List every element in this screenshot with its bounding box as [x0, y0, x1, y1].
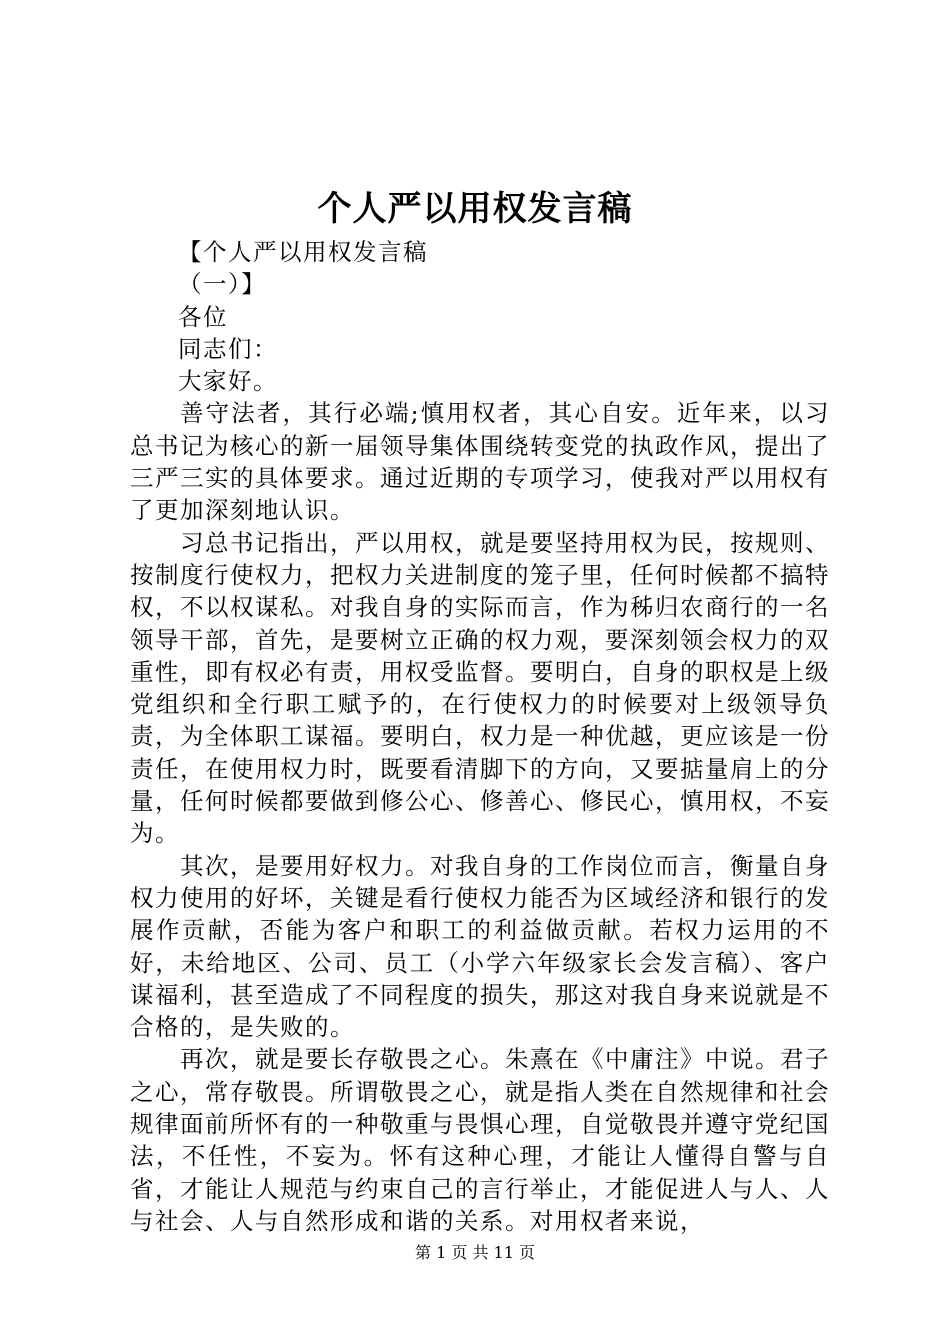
page-number-footer: 第 1 页 共 11 页 [415, 1243, 535, 1262]
paragraph-1: 善守法者，其行必端;慎用权者，其心自安。近年来，以习总书记为核心的新一届领导集体围绕转变党的执政作风，提出了三严三实的具体要求。通过近期的专项学习，使我对严以用权有了更加深刻地认识。 [130, 399, 830, 525]
document-body [130, 236, 830, 1237]
greeting-line: 大家好。 [178, 367, 278, 396]
document-title: 个人严以用权发言稿 [317, 189, 633, 229]
subtitle-line-2: （一）】 [178, 270, 267, 299]
paragraph-3: 其次，是要用好权力。对我自身的工作岗位而言，衡量自身权力使用的好坏，关键是看行使权力能否为区域经济和银行的发展作贡献，否能为客户和职工的利益做贡献。若权力运用的不好，未给地区、公司、员工（小学六年级家长会发言稿）、客户谋福利，甚至造成了不同程度的损失，那这对我自身来说就是不合格的，是失败的。 [130, 851, 830, 1042]
salutation-line-1: 各位 [178, 302, 228, 331]
subtitle-line-1: 【个人严以用权发言稿 [178, 238, 428, 266]
paragraph-2: 习总书记指出，严以用权，就是要坚持用权为民，按规则、按制度行使权力，把权力关进制度的笼子里，任何时候都不搞特权，不以权谋私。对我自身的实际而言，作为秭归农商行的一名领导干部，首先，是要树立正确的权力观，要深刻领会权力的双重性，即有权必有责，用权受监督。要明白，自身的职权是上级党组织和全行职工赋予的，在行使权力的时候要对上级领导负责，为全体职工谋福。要明白，权力是一种优越，更应该是一份责任，在使用权力时，既要看清脚下的方向，又要掂量肩上的分量，任何时候都要做到修公心、修善心、修民心，慎用权，不妄为。 [130, 528, 830, 848]
paragraph-4: 再次，就是要长存敬畏之心。朱熹在《中庸注》中说。君子之心，常存敬畏。所谓敬畏之心，就是指人类在自然规律和社会规律面前所怀有的一种敬重与畏惧心理，自觉敬畏并遵守党纪国法，不任性，不妄为。怀有这种心理，才能让人懂得自警与自省，才能让人规范与约束自己的言行举止，才能促进人与人、人与社会、人与自然形成和谐的关系。对用权者来说， [130, 1045, 830, 1235]
salutation-line-2: 同志们： [178, 334, 278, 363]
